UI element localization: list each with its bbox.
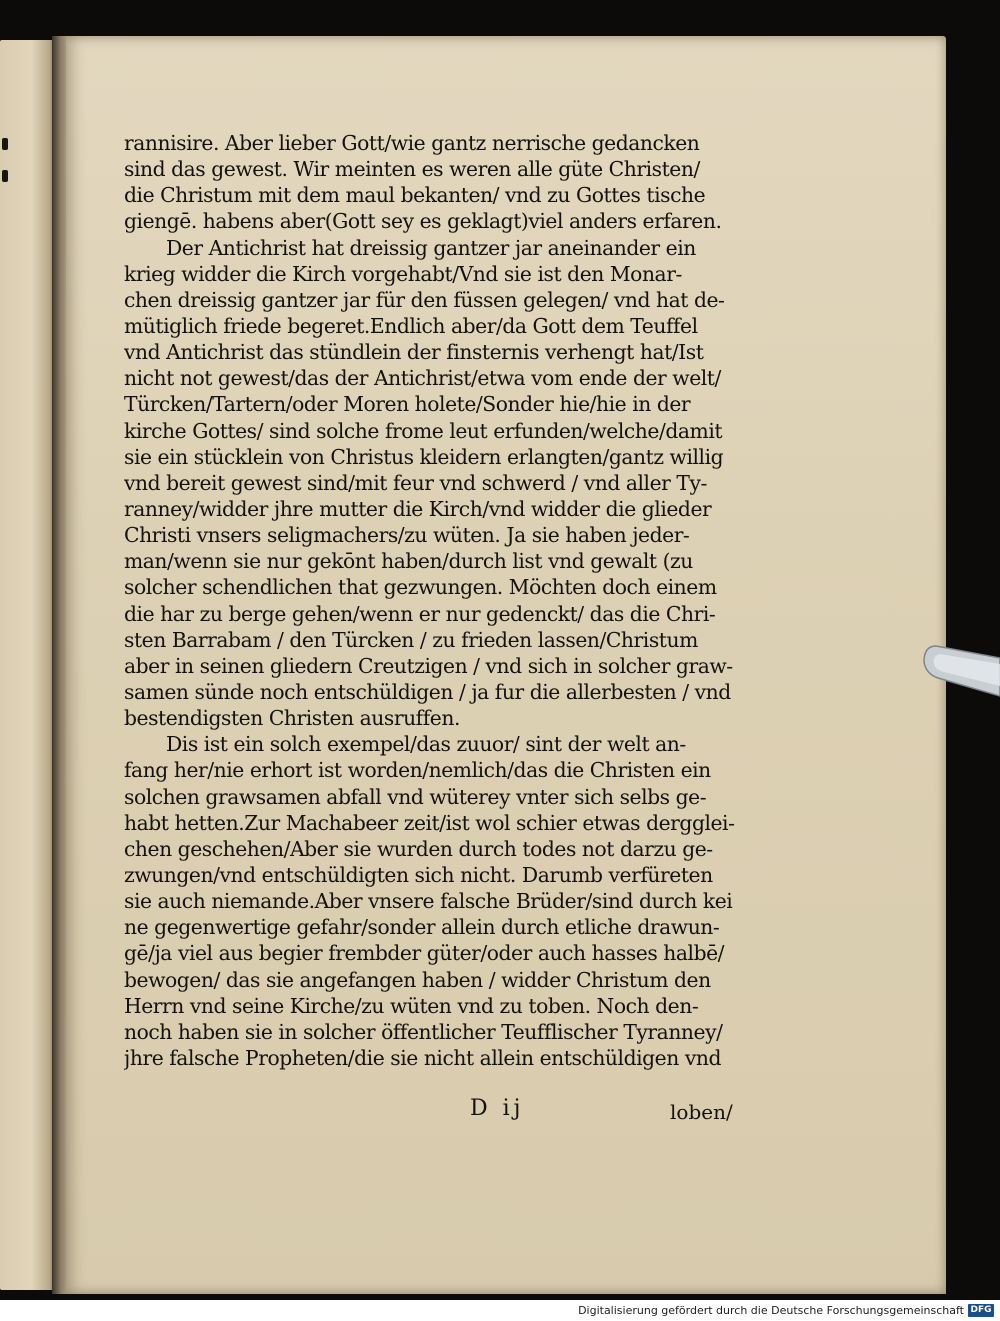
text-line: gē/ja viel aus begier frembder güter/oder auch hasses halbē/ xyxy=(124,941,725,966)
text-line: jhre falsche Propheten/die sie nicht allein entschüldigen vnd xyxy=(124,1045,722,1070)
text-line: bestendigsten Christen ausruffen. xyxy=(124,706,460,731)
text-line: ne gegenwertige gefahr/sonder allein durch etliche drawun- xyxy=(124,915,720,940)
text-line: aber in seinen gliedern Creutzigen / vnd sich in solcher graw- xyxy=(124,653,733,678)
text-line: die har zu berge gehen/wenn er nur gedenckt/ das die Chri- xyxy=(124,601,716,626)
text-line: die Christum mit dem maul bekanten/ vnd zu Gottes tische xyxy=(124,183,706,208)
text-line: sind das gewest. Wir meinten es weren alle güte Christen/ xyxy=(124,157,700,182)
text-line: Herrn vnd seine Kirche/zu wüten vnd zu toben. Noch den- xyxy=(124,993,699,1018)
dfg-logo: DFG xyxy=(968,1304,994,1317)
text-line: sie ein stücklein von Christus kleidern erlangten/gantz willig xyxy=(124,444,724,469)
text-line: ranney/widder jhre mutter die Kirch/vnd widder die glieder xyxy=(124,496,712,521)
funding-credit: Digitalisierung gefördert durch die Deutsche Forschungsgemeinschaft xyxy=(578,1304,964,1317)
text-line: kirche Gottes/ sind solche frome leut erfunden/welche/damit xyxy=(124,418,723,443)
text-line: mütiglich friede begeret.Endlich aber/da Gott dem Teuffel xyxy=(124,313,698,338)
catchword: loben/ xyxy=(670,1100,733,1124)
text-line: solchen grawsamen abfall vnd wüterey vnter sich selbs ge- xyxy=(124,784,707,809)
text-line: noch haben sie in solcher öffentlicher Teufflischer Tyranney/ xyxy=(124,1019,723,1044)
text-line: man/wenn sie nur gekōnt haben/durch list vnd gewalt (zu xyxy=(124,549,693,574)
text-line: Türcken/Tartern/oder Moren holete/Sonder hie/hie in der xyxy=(124,392,691,417)
text-line: chen geschehen/Aber sie wurden durch todes not darzu ge- xyxy=(124,836,713,861)
ink-mark xyxy=(2,138,8,150)
text-line: giengē. habens aber(Gott sey es geklagt)viel anders erfaren. xyxy=(124,209,722,234)
paragraph-start-line: Dis ist ein solch exempel/das zuuor/ sint der welt an- xyxy=(166,732,686,757)
text-line: zwungen/vnd entschüldigten sich nicht. Darumb verfüreten xyxy=(124,862,713,887)
ink-mark xyxy=(2,170,8,182)
text-line: sten Barrabam / den Türcken / zu frieden lassen/Christum xyxy=(124,627,698,652)
previous-page-edge xyxy=(0,40,58,1290)
paragraph-start-line: Der Antichrist hat dreissig gantzer jar aneinander ein xyxy=(166,235,696,260)
text-line: sie auch niemande.Aber vnsere falsche Brüder/sind durch kei xyxy=(124,889,733,914)
signature-mark: D ij xyxy=(470,1096,525,1121)
body-text xyxy=(124,130,769,1071)
page-clip-icon xyxy=(922,640,1000,700)
text-line: samen sünde noch entschüldigen / ja fur die allerbesten / vnd xyxy=(124,679,731,704)
text-line: krieg widder die Kirch vorgehabt/Vnd sie ist den Monar- xyxy=(124,261,682,286)
text-line: solcher schendlichen that gezwungen. Möchten doch einem xyxy=(124,575,717,600)
footer-bar xyxy=(0,1300,1000,1321)
text-line: vnd Antichrist das stündlein der finsternis verhengt hat/Ist xyxy=(124,340,704,365)
text-line: vnd bereit gewest sind/mit feur vnd schwerd / vnd aller Ty- xyxy=(124,470,707,495)
text-line: bewogen/ das sie angefangen haben / widder Christum den xyxy=(124,967,711,992)
text-line: fang her/nie erhort ist worden/nemlich/das die Christen ein xyxy=(124,758,711,783)
text-line: rannisire. Aber lieber Gott/wie gantz nerrische gedancken xyxy=(124,131,700,155)
text-line: Christi vnsers seligmachers/zu wüten. Ja sie haben jeder- xyxy=(124,523,690,548)
text-line: nicht not gewest/das der Antichrist/etwa vom ende der welt/ xyxy=(124,366,721,391)
text-line: habt hetten.Zur Machabeer zeit/ist wol schier etwas dergglei- xyxy=(124,810,735,835)
text-line: chen dreissig gantzer jar für den füssen gelegen/ vnd hat de- xyxy=(124,287,725,312)
